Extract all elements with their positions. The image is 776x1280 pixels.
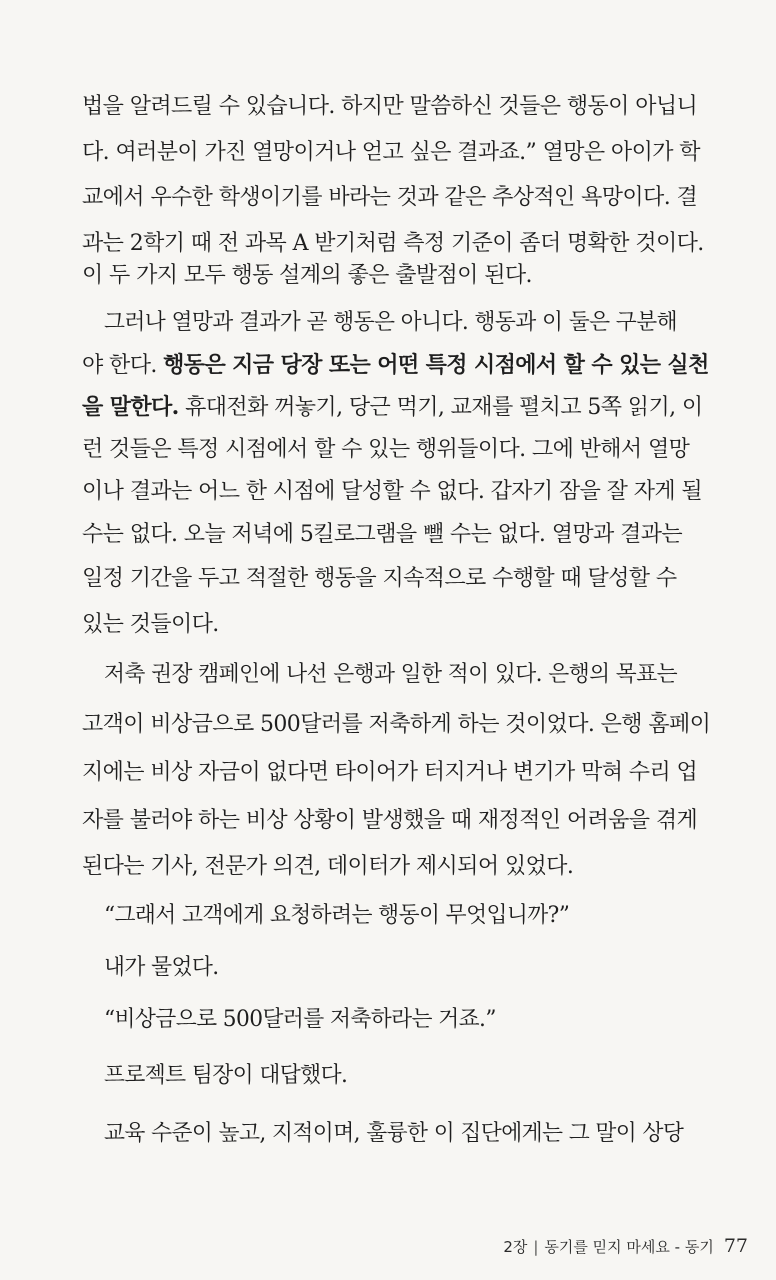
body-line: 일정 기간을 두고 적절한 행동을 지속적으로 수행할 때 달성할 수 [82,566,677,591]
body-line: 법을 알려드릴 수 있습니다. 하지만 말씀하신 것들은 행동이 아닙니 [82,94,698,119]
body-line: 그러나 열망과 결과가 곧 행동은 아니다. 행동과 이 둘은 구분해 [104,310,677,335]
dialogue-line: “그래서 고객에게 요청하려는 행동이 무엇입니까?” [104,903,570,928]
body-line: 된다는 기사, 전문가 의견, 데이터가 제시되어 있었다. [82,854,574,879]
body-text: 휴대전화 꺼놓기, 당근 먹기, 교재를 펼치고 5쪽 읽기, 이 [178,395,703,420]
body-line-mixed [82,350,722,381]
dialogue-line: “비상금으로 500달러를 저축하라는 거죠.” [104,1007,496,1032]
running-footer [503,1234,748,1259]
body-line: 지에는 비상 자금이 없다면 타이어가 터지거나 변기가 막혀 수리 업 [82,760,698,785]
dialogue-line: 내가 물었다. [104,955,219,980]
body-line: 고객이 비상금으로 500달러를 저축하게 하는 것이었다. 은행 홈페이 [82,712,711,737]
body-text: 야 한다. [82,353,164,378]
body-line: 런 것들은 특정 시점에서 할 수 있는 행위들이다. 그에 반해서 열망 [82,437,690,462]
emphasis-text: 을 말한다. [82,394,179,420]
body-line: 이 두 가지 모두 행동 설계의 좋은 출발점이 된다. [82,263,532,288]
body-line-mixed [82,392,722,423]
body-line: 자를 불러야 하는 비상 상황이 발생했을 때 재정적인 어려움을 겪게 [82,808,698,833]
body-line: 다. 여러분이 가진 열망이거나 얻고 싶은 결과죠.” 열망은 아이가 학 [82,140,700,165]
body-line: 저축 권장 캠페인에 나선 은행과 일한 적이 있다. 은행의 목표는 [104,662,677,687]
body-line: 교육 수준이 높고, 지적이며, 훌륭한 이 집단에게는 그 말이 상당 [104,1121,684,1146]
dialogue-line: 프로젝트 팀장이 대답했다. [104,1063,348,1088]
body-line: 있는 것들이다. [82,612,219,637]
chapter-label: 2장 [503,1238,528,1256]
body-line: 이나 결과는 어느 한 시점에 달성할 수 없다. 갑자기 잠을 잘 자게 될 [82,479,703,504]
chapter-title: 동기를 믿지 마세요 - 동기 [544,1238,714,1256]
footer-separator: | [533,1238,539,1256]
body-line: 교에서 우수한 학생이기를 바라는 것과 같은 추상적인 욕망이다. 결 [82,185,698,210]
page-number: 77 [723,1235,748,1257]
body-line: 과는 2학기 때 전 과목 A 받기처럼 측정 기준이 좀더 명확한 것이다. [82,231,704,256]
body-line: 수는 없다. 오늘 저녁에 5킬로그램을 뺄 수는 없다. 열망과 결과는 [82,522,683,547]
emphasis-text: 행동은 지금 당장 또는 어떤 특정 시점에서 할 수 있는 실천 [163,352,709,378]
